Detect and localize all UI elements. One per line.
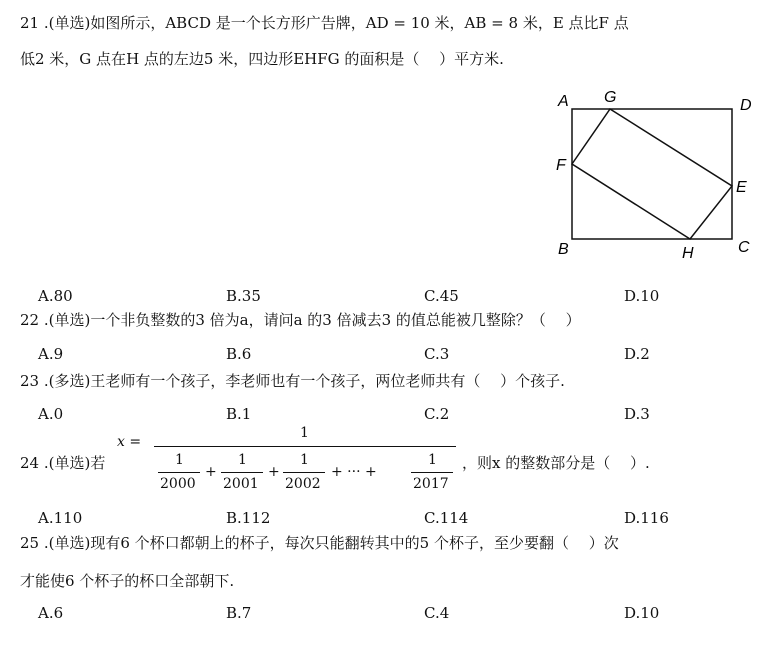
plus-2: +	[268, 464, 280, 480]
label-a: A	[558, 93, 569, 110]
question-24-prefix: 24 .(单选)若	[20, 454, 106, 472]
option-d[interactable]: D.2	[624, 345, 650, 363]
label-c: C	[738, 239, 750, 256]
ellipsis: + ··· +	[331, 464, 377, 480]
option-b[interactable]: B.1	[226, 405, 252, 423]
option-c[interactable]: C.114	[424, 509, 469, 527]
quadrilateral-ehfg	[572, 109, 732, 239]
question-23-line1: 23 .(多选)王老师有一个孩子，李老师也有一个孩子，两位老师共有（ ）个孩子.	[20, 372, 565, 390]
term-2-numerator: 1	[238, 452, 247, 468]
option-c[interactable]: C.3	[424, 345, 450, 363]
label-d: D	[740, 97, 752, 114]
term-4-bar	[411, 472, 453, 473]
label-b: B	[558, 241, 569, 258]
question-22-line1: 22 .(单选)一个非负整数的3 倍为a，请问a 的3 倍减去3 的值总能被几整除？（ ）	[20, 311, 581, 329]
term-2-denominator: 2001	[223, 476, 259, 492]
question-24-suffix: ，则x 的整数部分是（ ）.	[462, 454, 650, 472]
rectangle-figure	[552, 84, 762, 260]
option-a[interactable]: A.9	[38, 345, 64, 363]
term-3-bar	[283, 472, 325, 473]
plus-1: +	[205, 464, 217, 480]
question-25-line1: 25 .(单选)现有6 个杯口都朝上的杯子，每次只能翻转其中的5 个杯子，至少要翻（ ）次	[20, 534, 619, 552]
question-21-line2: 低2 米，G 点在H 点的左边5 米，四边形EHFG 的面积是（ ）平方米.	[20, 50, 504, 68]
label-h: H	[682, 245, 694, 260]
term-3-numerator: 1	[300, 452, 309, 468]
label-f: F	[556, 157, 566, 174]
formula-lhs: x =	[117, 434, 142, 450]
option-c[interactable]: C.2	[424, 405, 450, 423]
question-25-line2: 才能使6 个杯子的杯口全部朝下.	[20, 572, 235, 590]
option-b[interactable]: B.112	[226, 509, 271, 527]
term-1-bar	[158, 472, 200, 473]
option-d[interactable]: D.10	[624, 287, 660, 305]
option-d[interactable]: D.116	[624, 509, 669, 527]
term-2-bar	[221, 472, 263, 473]
label-e: E	[736, 179, 747, 196]
option-a[interactable]: A.80	[38, 287, 73, 305]
question-21-line1: 21 .(单选)如图所示，ABCD 是一个长方形广告牌，AD = 10 米，AB = 8 米，E 点比F 点	[20, 14, 629, 32]
term-1-numerator: 1	[175, 452, 184, 468]
term-4-denominator: 2017	[413, 476, 449, 492]
label-g: G	[604, 89, 617, 106]
option-d[interactable]: D.10	[624, 604, 660, 622]
option-b[interactable]: B.6	[226, 345, 252, 363]
formula-main-fraction-bar	[154, 446, 456, 447]
option-a[interactable]: A.0	[38, 405, 64, 423]
option-b[interactable]: B.35	[226, 287, 261, 305]
term-4-numerator: 1	[428, 452, 437, 468]
option-c[interactable]: C.4	[424, 604, 450, 622]
formula-numerator: 1	[300, 425, 309, 441]
option-d[interactable]: D.3	[624, 405, 650, 423]
option-b[interactable]: B.7	[226, 604, 252, 622]
term-3-denominator: 2002	[285, 476, 321, 492]
option-a[interactable]: A.110	[38, 509, 83, 527]
term-1-denominator: 2000	[160, 476, 196, 492]
option-c[interactable]: C.45	[424, 287, 459, 305]
option-a[interactable]: A.6	[38, 604, 64, 622]
